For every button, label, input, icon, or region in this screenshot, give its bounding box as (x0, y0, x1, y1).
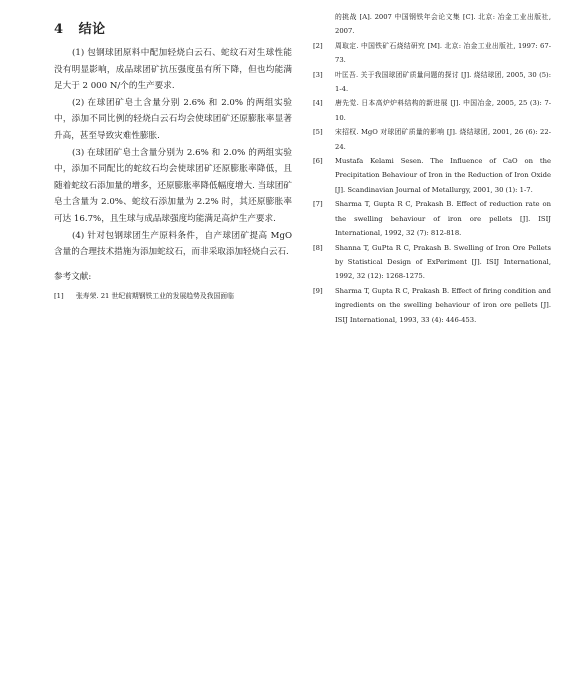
section-heading (54, 18, 292, 37)
references-heading: 参考文献: (54, 271, 92, 282)
reference-item (313, 284, 551, 327)
reference-item (313, 96, 551, 125)
reference-item (313, 154, 551, 197)
reference-number: [4] (313, 99, 323, 108)
reference-text: 宋招权. MgO 对球团矿质量的影响 [J]. 烧结球团, 2001, 26 (6): 22-24. (335, 128, 551, 151)
reference-number: [1] (54, 291, 64, 300)
reference-number: [8] (313, 243, 323, 252)
left-column (54, 18, 292, 303)
reference-item (313, 39, 551, 68)
reference-text: Sharma T, Gupta R C, Prakash B. Effect of reduction rate on the swelling behaviour of iron ore pellets [J]. ISIJ International, 1992, 32 (7): 812-818. (335, 200, 551, 238)
reference-number: [2] (313, 41, 323, 50)
reference-number: [3] (313, 70, 323, 79)
reference-item (313, 241, 551, 284)
reference-text: 张寿荣. 21 世纪前期钢铁工业的发展趋势及我国面临 (76, 291, 234, 300)
reference-text: Sharma T, Gupta R C, Prakash B. Effect of firing condition and ingredients on the swelling behaviour of iron ore pellets [J]. ISIJ International, 1993, 33 (4): 446-453. (335, 286, 551, 324)
reference-number: [9] (313, 286, 323, 295)
reference-item-continued (313, 10, 551, 39)
conclusion-paragraph-2: (2) 在球团矿皂土含量分别 2.6% 和 2.0% 的两组实验中，添加不同比例的轻烧白云石均会使球团矿还原膨胀率显著升高，甚至导致灾难性膨胀. (54, 97, 292, 141)
reference-text: Mustafa Kelami Sesen. The Influence of CaO on the Precipitation Behaviour of Iron in the Reduction of Iron Oxide [J]. Scandinavian Journal of Metallurgy, 2001, 30 (1): 1-7. (335, 157, 551, 194)
reference-text: Shanna T, GuPta R C, Prakash B. Swelling of Iron Ore Pellets by Statistical Design of ExPeriment [J]. ISIJ International, 1992, 32 (12): 1268-1275. (335, 243, 551, 281)
conclusion-paragraph-4: (4) 针对包钢球团生产原料条件，自产球团矿提高 MgO 含量的合理技术措施为添加蛇纹石，而非采取添加轻烧白云石. (54, 230, 292, 258)
reference-text: 叶匡吾. 关于我国球团矿质量问题的探讨 [J]. 烧结球团, 2005, 30 (5): 1-4. (335, 70, 551, 94)
reference-item (54, 289, 292, 303)
reference-text: 的挑战 [A]. 2007 中国钢铁年会论文集 [C]. 北京: 冶金工业出版社, 2007. (335, 13, 551, 36)
reference-number: [7] (313, 200, 323, 209)
reference-text: 唐先觉. 日本高炉炉料结构的新进展 [J]. 中国冶金, 2005, 25 (3): 7-10. (335, 99, 551, 122)
reference-item (313, 125, 551, 154)
reference-item (313, 197, 551, 240)
right-column (313, 10, 551, 327)
section-number: 4 (54, 22, 64, 37)
reference-text: 周取定. 中国铁矿石烧结研究 [M]. 北京: 冶金工业出版社, 1997: 67-73. (335, 41, 551, 65)
conclusion-paragraph-1: (1) 包钢球团原料中配加轻烧白云石、蛇纹石对生球性能没有明显影响，成品球团矿抗压强度虽有所下降，但也均能满足大于 2 000 N/个的生产要求. (54, 48, 292, 92)
conclusion-paragraph-3: (3) 在球团矿皂土含量分别为 2.6% 和 2.0% 的两组实验中，添加不同配比的蛇纹石均会使球团矿还原膨胀率降低，且随着蛇纹石添加量的增多，还原膨胀率降低幅度增大. 当球团矿皂土含量为 2.0%、蛇纹石添加量为 2.2% 时，其还原膨胀率可达 16.7%，且生球与成品球强度均能满足高炉生产要求. (54, 147, 292, 224)
reference-number: [5] (313, 128, 323, 137)
section-title: 结论 (78, 22, 106, 37)
reference-item (313, 68, 551, 97)
reference-number: [6] (313, 157, 323, 166)
